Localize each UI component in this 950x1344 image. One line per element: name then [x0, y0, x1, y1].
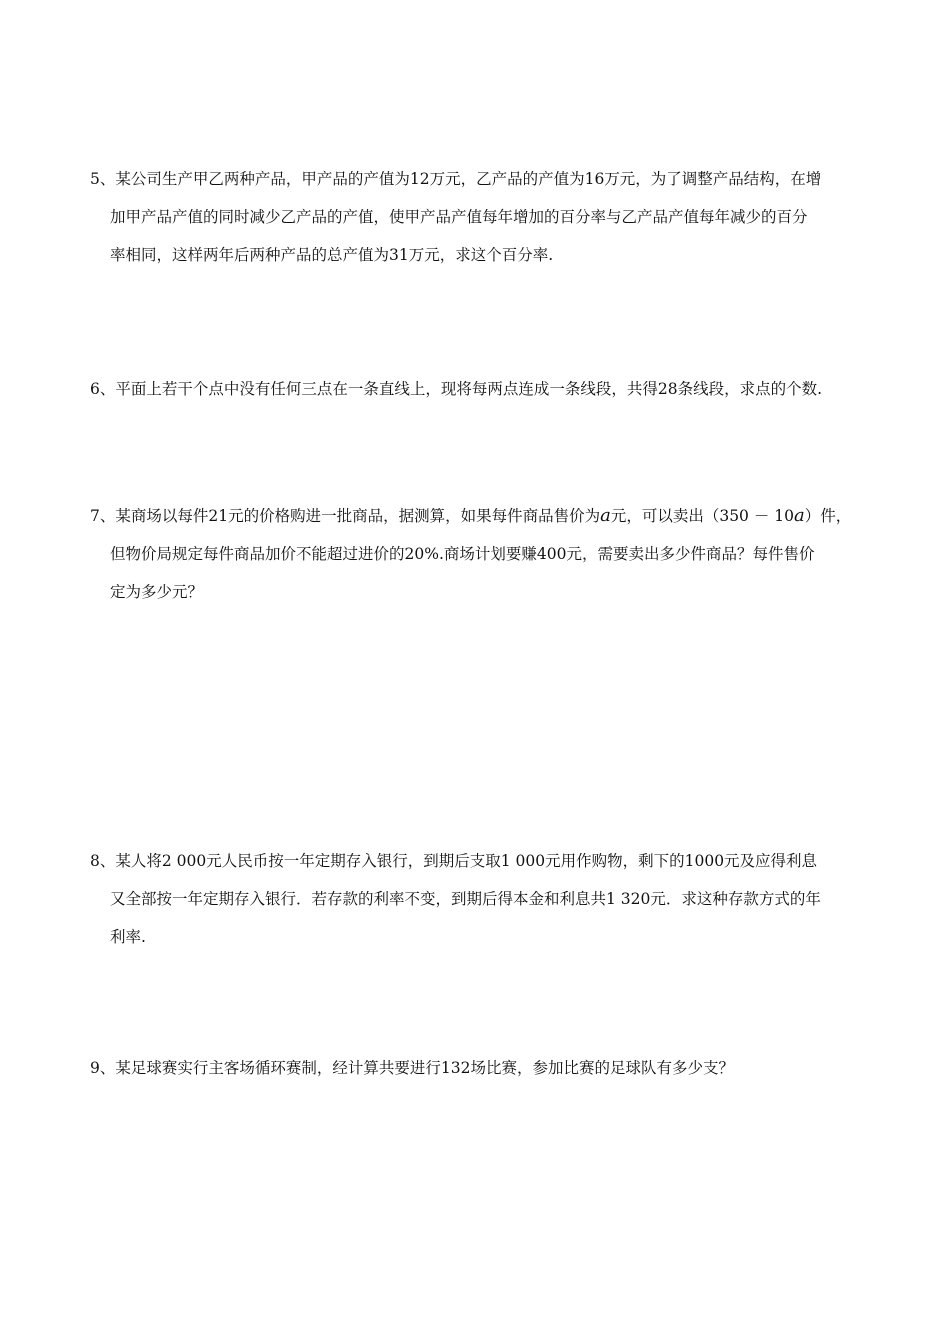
- problem-7: [90, 497, 870, 611]
- problem-8-line-3: 利率.: [110, 928, 146, 946]
- problem-9-line-1: 9、某足球赛实行主客场循环赛制，经计算共要进行132场比赛，参加比赛的足球队有多少支？: [90, 1059, 734, 1077]
- problem-5: [90, 160, 870, 274]
- problem-6: [90, 370, 870, 408]
- problem-8-line-2: 又全部按一年定期存入银行．若存款的利率不变，到期后得本金和利息共1 320元．求这种存款方式的年: [110, 890, 821, 908]
- problem-6-line-1: 6、平面上若干个点中没有任何三点在一条直线上，现将每两点连成一条线段，共得28条线段，求点的个数.: [90, 380, 823, 398]
- problem-5-line-2: 加甲产品产值的同时减少乙产品的产值，使甲产品产值每年增加的百分率与乙产品产值每年减少的百分: [110, 208, 808, 226]
- problem-7-line-2: 但物价局规定每件商品加价不能超过进价的20%.商场计划要赚400元，需要卖出多少件商品？每件售价: [110, 545, 815, 563]
- variable-a: a: [600, 505, 611, 526]
- problem-7-line-1-part-1: 7、某商场以每件21元的价格购进一批商品，据测算，如果每件商品售价为: [90, 507, 601, 525]
- problem-8: [90, 842, 870, 956]
- problem-5-line-1: 5、某公司生产甲乙两种产品，甲产品的产值为12万元，乙产品的产值为16万元，为了调整产品结构，在增: [90, 170, 822, 188]
- problem-7-line-1-part-2: 元，可以卖出（350 － 10: [610, 507, 794, 525]
- problem-5-line-3: 率相同，这样两年后两种产品的总产值为31万元，求这个百分率.: [110, 246, 554, 264]
- problem-7-line-1: [90, 497, 870, 535]
- problem-8-line-1: 8、某人将2 000元人民币按一年定期存入银行，到期后支取1 000元用作购物，剩下的1000元及应得利息: [90, 852, 818, 870]
- problem-7-line-1-part-3: ）件，: [804, 507, 852, 525]
- variable-a: a: [794, 505, 805, 526]
- problem-9: [90, 1049, 870, 1087]
- problem-7-line-3: 定为多少元？: [110, 583, 204, 601]
